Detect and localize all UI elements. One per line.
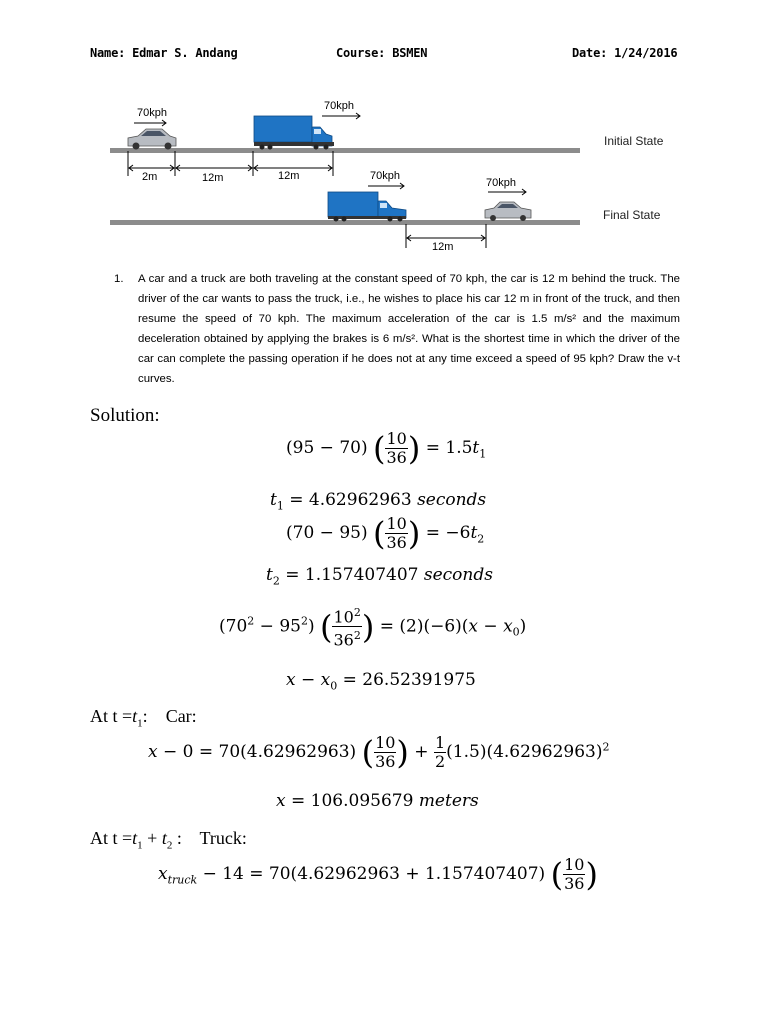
eq4-unit: seconds [423, 565, 493, 585]
eq2-unit: seconds [417, 490, 487, 510]
student-name: Name: Edmar S. Andang [90, 46, 238, 60]
at-t1t2-truck-heading: At $t =t_1 + t_2$ : Truck: [90, 828, 247, 852]
eq4-value: = 1.157407407 [285, 565, 419, 585]
solution-heading: Solution: [90, 405, 160, 426]
dim-truck-length: 12m [278, 170, 300, 182]
car-icon-final [485, 202, 531, 221]
truck-icon-initial [254, 116, 334, 150]
car-icon-initial [128, 129, 176, 150]
dim-gap-final: 12m [432, 241, 454, 253]
truck-speed-initial: 70kph [324, 100, 354, 112]
date: Date: 1/24/2016 [572, 46, 678, 60]
car-label: Car: [165, 706, 197, 726]
speed-arrows [134, 113, 526, 195]
course: Course: BSMEN [336, 46, 428, 60]
eq3-right: = −6 [425, 523, 471, 543]
dimension-lines-initial [128, 151, 333, 176]
car-speed-initial: 70kph [137, 107, 167, 119]
truck-label: Truck: [199, 828, 247, 848]
eq1-left: (95 − 70) [286, 438, 368, 458]
equation-2: $t_1 = 4.62962963$ seconds [270, 490, 487, 513]
car-speed-final: 70kph [486, 177, 516, 189]
final-state-label: Final State [603, 208, 661, 222]
eq2-value: = 4.62962963 [289, 490, 412, 510]
eq3-left: (70 − 95) [286, 523, 368, 543]
equation-3: (70 − 95) ( $\frac{10}{36}$ ) = $-6t_2$ [286, 514, 485, 553]
equation-6: $x - x_0 = 26.52391975$ [286, 670, 476, 693]
eq7-a: = 70(4.62962963) [198, 742, 357, 762]
truck-icon-final [328, 192, 406, 222]
equation-9: $x_{truck} - 14 = 70(4.62962963 + 1.157407407)$ ( $\frac{10}{36}$ ) [158, 855, 598, 894]
eq9-a: − 14 = 70(4.62962963 + 1.157407407) [202, 864, 546, 884]
eq8-value: = 106.095679 [291, 791, 414, 811]
initial-state-label: Initial State [604, 134, 664, 148]
equation-1: (95 − 70) ( $\frac{10}{36}$ ) = $1.5t_1$ [286, 429, 487, 468]
at-t1-car-heading: At $t =t_1$: Car: [90, 706, 197, 730]
equation-8: x = 106.095679 meters [276, 791, 479, 811]
eq6-value: = 26.52391975 [342, 670, 476, 690]
eq3-fraction: $\frac{10}{36}$ [386, 514, 407, 552]
dim-gap-initial: 12m [202, 172, 224, 184]
problem-text: A car and a truck are both traveling at the constant speed of 70 kph, the car is 12 m behind the truck. The driver of the car wants to pass the truck, i.e., he wishes to place his car 12 m in front of the truck, and then resume the speed of 70 kph. The maximum acceleration of the car is 1.5 m/s² and the maximum deceleration obtained by applying the brakes is 6 m/s². What is the shortest time in which the driver of the car can complete the passing operation if he does not at any time exceed a speed of 95 kph? Draw the v-t curves. [138, 273, 680, 385]
equation-5: $(70^2 - 95^2)$ ( $\frac{10^2}{36^2}$ ) = $(2)(-6)(x - x_0)$ [219, 606, 527, 650]
eq1-right: = 1.5 [425, 438, 473, 458]
equation-4: $t_2 = 1.157407407$ seconds [266, 565, 493, 588]
dim-car-length: 2m [142, 171, 158, 183]
eq8-unit: meters [418, 791, 479, 811]
eq7-b: (1.5)(4.62962963) [446, 742, 603, 762]
problem-diagram [0, 0, 768, 260]
equation-7: x − 0 = 70(4.62962963) ( $\frac{10}{36}$ ) + $\frac{1}{2}$ $(1.5)(4.62962963)^2$ [148, 733, 610, 772]
at-t1-label: At t = [90, 706, 133, 726]
problem-statement [114, 269, 680, 389]
truck-speed-final: 70kph [370, 170, 400, 182]
at-t1t2-label: At t = [90, 828, 133, 848]
eq1-fraction: $\frac{10}{36}$ [386, 429, 407, 467]
problem-number: 1. [114, 273, 124, 285]
